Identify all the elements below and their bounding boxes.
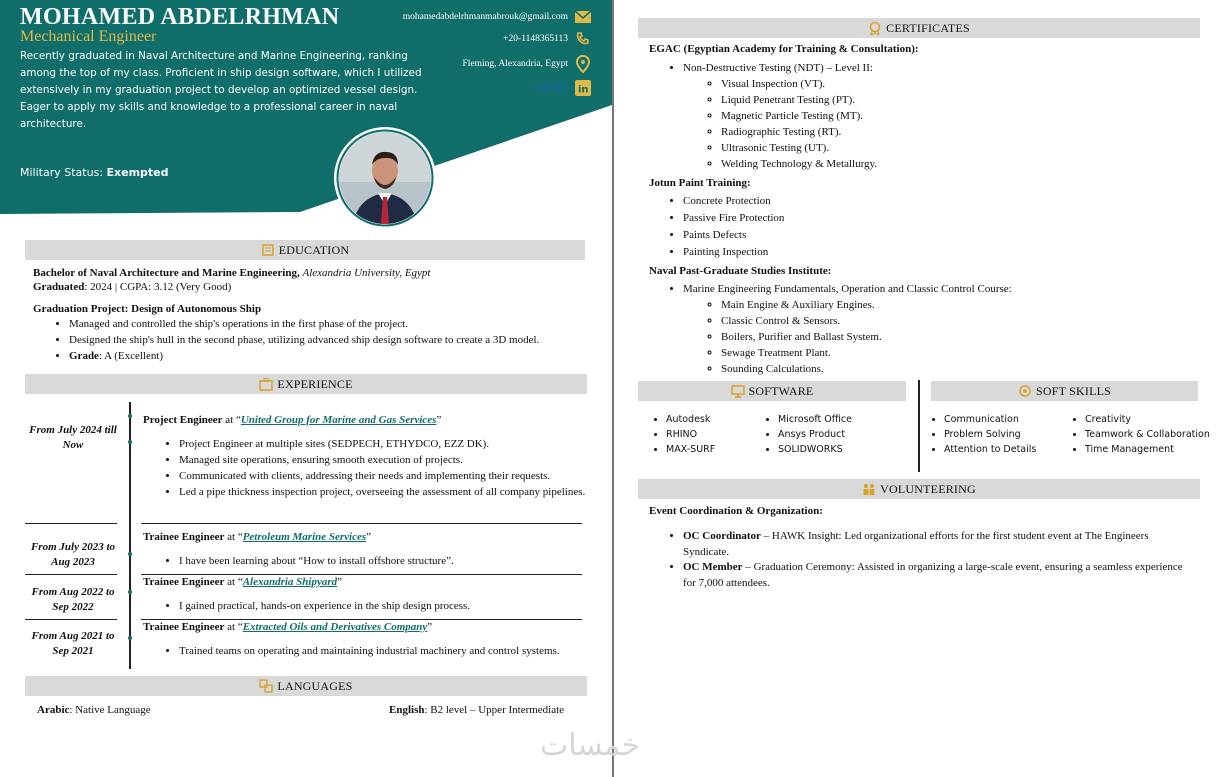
volunteering-section-header [638, 479, 1200, 499]
divider [141, 574, 582, 575]
linkedin-link[interactable]: LinkedIn [533, 83, 568, 93]
list-item: • Passive Fire Protection [683, 210, 1209, 227]
soft-skills-section-header [931, 381, 1198, 401]
list-item [683, 281, 1209, 377]
profile-photo [334, 127, 436, 229]
job-role: Trainee Engineer [143, 621, 225, 633]
list-item: ◦ Welding Technology & Metallurgy. [721, 156, 1209, 172]
job-at: at “ [222, 414, 241, 426]
volunteering-subtitle: Event Coordination & Organization: [649, 505, 823, 517]
naval-list [649, 281, 1209, 377]
contact-location [462, 55, 592, 73]
list-item: ◦ Ultrasonic Testing (UT). [721, 140, 1209, 156]
translate-icon [259, 679, 273, 693]
volunteer-role: OC Member [683, 561, 743, 573]
egac-list [649, 60, 1209, 172]
job-close: ” [436, 414, 442, 426]
egac-title: EGAC (Egyptian Academy for Training & Consultation): [649, 43, 919, 55]
volunteer-role: OC Coordinator [683, 530, 761, 542]
list-item: ◦ Sewage Treatment Plant. [721, 345, 1209, 361]
graduation-book-icon [261, 243, 275, 257]
job-date: From Aug 2022 to Sep 2022 [31, 586, 115, 613]
site-watermark: خمسات [540, 728, 641, 763]
graduated-value: : 2024 | CGPA: 3.12 (Very Good) [84, 281, 232, 293]
list-item: ◦ Main Engine & Auxiliary Engines. [721, 297, 1209, 313]
linkedin-icon[interactable] [574, 79, 592, 97]
software-title: SOFTWARE [748, 383, 814, 398]
resume-page-right [616, 0, 1231, 777]
graduation-project-title: Graduation Project: Design of Autonomous Ship [33, 303, 262, 315]
list-item: • Managed site operations, ensuring smooth execution of projects. [179, 452, 587, 468]
soft-skills-list-col1 [916, 412, 1036, 457]
job-role: Project Engineer [143, 414, 223, 426]
jotun-list [649, 193, 1209, 261]
list-item [683, 560, 1194, 591]
timeline-dot [128, 552, 132, 556]
envelope-icon [574, 8, 592, 26]
university-name: Alexandria University, Egypt [302, 267, 431, 279]
company-link[interactable]: Petroleum Marine Services [242, 531, 367, 543]
naval-main: Marine Engineering Fundamentals, Operation and Classic Control Course: [683, 283, 1012, 295]
education-graduated [33, 279, 231, 295]
volunteer-text: – HAWK Insight: Led organizational efforts for the first student event at The Engineers Syndicate. [683, 530, 1149, 558]
job-bullets [145, 643, 565, 659]
education-section-header [25, 240, 585, 260]
list-item: • Creativity [1085, 412, 1210, 427]
list-item: ◦ Sounding Calculations. [721, 361, 1209, 377]
soft-skills-list-col2 [1057, 412, 1210, 457]
list-item [683, 529, 1194, 560]
list-item: • I gained practical, hands-on experience in the ship design process. [179, 598, 587, 614]
english-value: : B2 level – Upper Intermediate [424, 704, 565, 716]
resume-page-left [0, 0, 614, 777]
language-english [389, 702, 564, 718]
arabic-label: Arabic [37, 704, 70, 716]
list-item: • Designed the ship's hull in the second phase, utilizing advanced ship design software to create a 3D model. [69, 332, 595, 348]
list-item: • Communication [944, 412, 1036, 427]
divider [25, 574, 117, 575]
list-item: ◦ Classic Control & Sensors. [721, 313, 1209, 329]
software-list-col2 [750, 412, 852, 457]
list-item: ◦ Visual Inspection (VT). [721, 76, 1209, 92]
experience-title: EXPERIENCE [277, 376, 353, 391]
grade-label: Grade [69, 350, 99, 362]
certificate-badge-icon [868, 21, 882, 35]
list-item: ◦ Liquid Penetrant Testing (PT). [721, 92, 1209, 108]
job-role: Trainee Engineer [143, 531, 225, 543]
volunteering-list [649, 529, 1194, 591]
education-bullets [35, 316, 595, 364]
software-section-header [638, 381, 906, 401]
timeline-dot [128, 440, 132, 444]
volunteering-title: VOLUNTEERING [880, 481, 976, 496]
job-role: Trainee Engineer [143, 576, 225, 588]
email-text[interactable]: mohamedabdelrhmanmabrouk@gmail.com [402, 12, 568, 22]
list-item: • SOLIDWORKS [778, 442, 852, 457]
naval-title: Naval Past-Graduate Studies Institute: [649, 265, 832, 277]
job-title [143, 414, 441, 426]
divider [25, 523, 117, 524]
military-label: Military Status: [20, 166, 107, 179]
list-item: • Paints Defects [683, 227, 1209, 244]
military-value: Exempted [106, 166, 169, 179]
job-close: ” [366, 531, 372, 543]
briefcase-icon [259, 377, 273, 391]
languages-section-header [25, 676, 587, 696]
contact-linkedin[interactable] [533, 79, 592, 97]
list-item: • I have been learning about “How to install offshore structure”. [179, 553, 587, 569]
company-link[interactable]: Alexandria Shipyard [242, 576, 338, 588]
profile-summary: Recently graduated in Naval Architecture and Marine Engineering, ranking among the top of my class. Proficient in ship design software, which I utilized extensively in my graduation project to develop an optimized vessel design. Eager to apply my skills and knowledge to a professional career in naval architecture. [20, 50, 422, 130]
certificates-section-header [638, 18, 1200, 38]
divider [141, 619, 582, 620]
job-at: at “ [224, 576, 243, 588]
list-item: • RHINO [666, 427, 715, 442]
location-pin-icon [574, 55, 592, 73]
list-item: • Trained teams on operating and maintaining industrial machinery and control systems. [179, 643, 565, 659]
contact-phone[interactable] [503, 30, 592, 48]
job-bullets [145, 436, 587, 500]
list-item: • Time Management [1085, 442, 1210, 457]
list-item: • Painting Inspection [683, 244, 1209, 261]
job-title [143, 531, 371, 543]
list-item: ◦ Boilers, Purifier and Ballast System. [721, 329, 1209, 345]
job-date: From Aug 2021 to Sep 2021 [31, 630, 115, 657]
company-link[interactable]: United Group for Marine and Gas Services [240, 414, 437, 426]
job-at: at “ [224, 531, 243, 543]
list-item: ◦ Magnetic Particle Testing (MT). [721, 108, 1209, 124]
timeline-dot [128, 414, 132, 418]
graduated-label: Graduated [33, 281, 85, 293]
english-label: English [389, 704, 425, 716]
list-item [683, 60, 1209, 172]
job-date: From July 2023 to Aug 2023 [30, 541, 116, 568]
candidate-name: MOHAMED ABDELRHMAN [20, 4, 340, 30]
candidate-role: Mechanical Engineer [20, 28, 157, 45]
volunteer-text: – Graduation Ceremony: Assisted in organizing a large-scale event, ensuring a seamless experience for 7,000 attendees. [683, 561, 1183, 589]
arabic-value: : Native Language [69, 704, 151, 716]
job-close: ” [427, 621, 433, 633]
svg-text:in: in [578, 84, 589, 96]
job-title [143, 621, 432, 633]
job-title [143, 576, 342, 588]
people-icon [862, 482, 876, 496]
language-arabic [37, 702, 151, 718]
list-item: • Communicated with clients, addressing their needs and implementing their requests. [179, 468, 587, 484]
job-at: at “ [224, 621, 243, 633]
company-link[interactable]: Extracted Oils and Derivatives Company [242, 621, 428, 633]
list-item: • Concrete Protection [683, 193, 1209, 210]
list-item: ◦ Radiographic Testing (RT). [721, 124, 1209, 140]
list-item: • Teamwork & Collaboration [1085, 427, 1210, 442]
contact-email[interactable] [403, 8, 592, 26]
list-item: • Managed and controlled the ship's operations in the first phase of the project. [69, 316, 595, 332]
soft-skills-title: SOFT SKILLS [1036, 383, 1111, 398]
job-bullets [145, 598, 587, 614]
list-item: • Ansys Product [778, 427, 852, 442]
languages-title: LANGUAGES [277, 678, 353, 693]
jotun-title: Jotun Paint Training: [649, 177, 751, 189]
list-item: • Problem Solving [944, 427, 1036, 442]
list-item: • Attention to Details [944, 442, 1036, 457]
education-title: EDUCATION [278, 242, 350, 257]
timeline-dot [128, 590, 132, 594]
military-status [20, 166, 169, 179]
list-item: • Led a pipe thickness inspection project, overseeing the assessment of all company pipelines. [179, 484, 587, 500]
list-item: • Microsoft Office [778, 412, 852, 427]
experience-section-header [25, 374, 587, 394]
egac-main: Non-Destructive Testing (NDT) – Level II: [683, 62, 873, 74]
job-date: From July 2024 till Now [29, 424, 117, 451]
divider [141, 523, 582, 524]
phone-text[interactable]: +20-1148365113 [503, 34, 568, 44]
list-item: • MAX-SURF [666, 442, 715, 457]
list-item: • Project Engineer at multiple sites (SEDPECH, ETHYDCO, EZZ DK). [179, 436, 587, 452]
degree-name: Bachelor of Naval Architecture and Marine Engineering, [33, 267, 300, 279]
list-item: • Autodesk [666, 412, 715, 427]
location-text: Fleming, Alexandria, Egypt [462, 59, 568, 69]
divider [25, 619, 117, 620]
phone-icon [574, 30, 592, 48]
list-item [69, 348, 595, 364]
brain-gear-icon [1018, 384, 1032, 398]
software-list-col1 [638, 412, 715, 457]
timeline-dot [128, 636, 132, 640]
monitor-icon [731, 384, 745, 398]
grade-value: : A (Excellent) [98, 350, 164, 362]
job-close: ” [337, 576, 343, 588]
job-bullets [145, 553, 587, 569]
certificates-title: CERTIFICATES [886, 20, 970, 35]
